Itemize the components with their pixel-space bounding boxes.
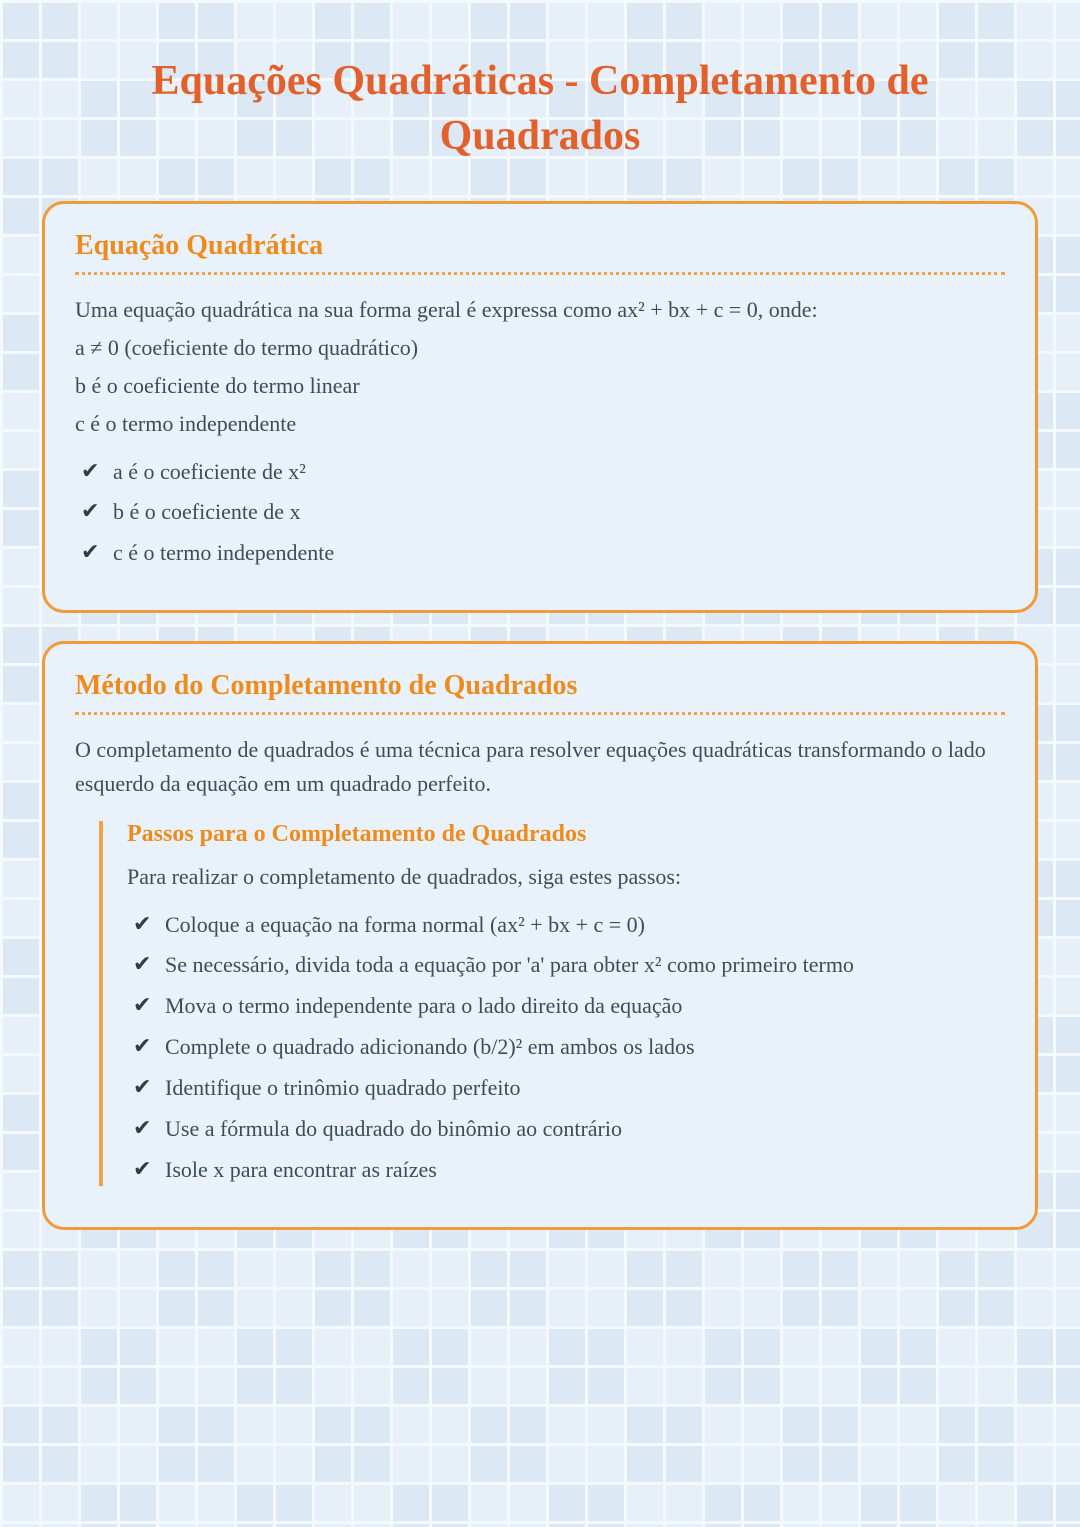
checklist-item-text: a é o coeficiente de x² [113, 458, 306, 484]
checklist-item-text: b é o coeficiente de x [113, 499, 301, 525]
section-card-equacao-quadratica [42, 201, 1038, 613]
checklist-item [127, 990, 1005, 1022]
subsection-heading: Passos para o Completamento de Quadrados [127, 821, 587, 848]
check-icon: ✔ [81, 540, 100, 566]
checklist-item [127, 1072, 1005, 1104]
checklist-item [75, 456, 1005, 488]
paragraph: Para realizar o completamento de quadrados, siga estes passos: [127, 864, 682, 890]
page-title: Equações Quadráticas - Completamento de Quadrados [151, 58, 929, 159]
checklist-item-text: c é o termo independente [113, 540, 335, 566]
check-icon: ✔ [81, 499, 100, 525]
check-icon: ✔ [133, 1156, 152, 1182]
subsection-passos [99, 821, 1005, 1185]
checklist [75, 456, 1005, 570]
check-icon: ✔ [133, 952, 152, 978]
check-icon: ✔ [133, 1115, 152, 1141]
checklist [127, 909, 1005, 1186]
checklist-item [127, 1154, 1005, 1186]
checklist-item [127, 1113, 1005, 1145]
checklist-item-text: Identifique o trinômio quadrado perfeito [165, 1075, 521, 1101]
checklist-item-text: Isole x para encontrar as raízes [165, 1156, 437, 1182]
check-icon: ✔ [81, 458, 100, 484]
check-icon: ✔ [133, 1034, 152, 1060]
checklist-item [127, 909, 1005, 941]
checklist-item-text: Use a fórmula do quadrado do binômio ao contrário [165, 1115, 622, 1141]
checklist-item-text: Coloque a equação na forma normal (ax² + bx + c = 0) [165, 911, 645, 937]
checklist-item-text: Complete o quadrado adicionando (b/2)² em ambos os lados [165, 1034, 695, 1060]
paragraph: c é o termo independente [75, 411, 297, 437]
paragraph: b é o coeficiente do termo linear [75, 373, 360, 399]
section-heading: Método do Completamento de Quadrados [75, 670, 1005, 715]
paragraph: a ≠ 0 (coeficiente do termo quadrático) [75, 335, 419, 361]
checklist-item-text: Se necessário, divida toda a equação por 'a' para obter x² como primeiro termo [165, 952, 854, 978]
section-card-metodo-completamento [42, 641, 1038, 1230]
checklist-item [127, 1031, 1005, 1063]
check-icon: ✔ [133, 993, 152, 1019]
section-heading: Equação Quadrática [75, 230, 1005, 275]
checklist-item [75, 496, 1005, 528]
paragraph: Uma equação quadrática na sua forma geral é expressa como ax² + bx + c = 0, onde: [75, 297, 818, 323]
check-icon: ✔ [133, 1075, 152, 1101]
paragraph: O completamento de quadrados é uma técnica para resolver equações quadráticas transformando o lado esquerdo da equação em um quadrado perfeito. [75, 737, 986, 797]
checklist-item [75, 537, 1005, 569]
checklist-item [127, 949, 1005, 981]
check-icon: ✔ [133, 911, 152, 937]
checklist-item-text: Mova o termo independente para o lado direito da equação [165, 993, 683, 1019]
